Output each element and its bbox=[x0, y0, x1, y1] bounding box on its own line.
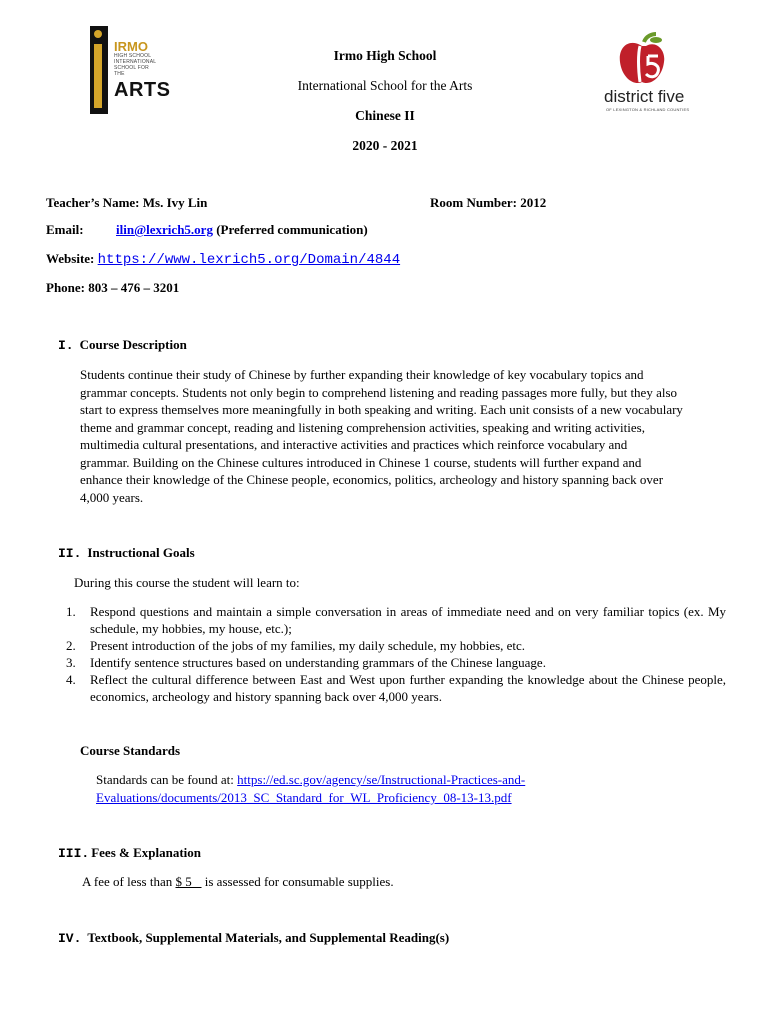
email-line bbox=[116, 222, 368, 238]
phone-number: 803 – 476 – 3201 bbox=[88, 280, 180, 295]
section-title: Textbook, Supplemental Materials, and Supplemental Reading(s) bbox=[87, 930, 450, 945]
phone-label: Phone: bbox=[46, 280, 85, 295]
standards-line-1 bbox=[96, 772, 525, 788]
course-standards-title: Course Standards bbox=[80, 743, 181, 758]
goal-number: 1. bbox=[66, 604, 76, 619]
district-subtitle: OF LEXINGTON & RICHLAND COUNTIES bbox=[606, 107, 690, 112]
section-title: Fees & Explanation bbox=[91, 845, 202, 860]
apple-five-icon bbox=[616, 32, 672, 88]
email-link[interactable]: ilin@lexrich5.org bbox=[116, 222, 213, 237]
website-label: Website: bbox=[46, 251, 95, 266]
course-description-text bbox=[80, 366, 700, 506]
goal-item bbox=[66, 603, 726, 637]
goal-text: Present introduction of the jobs of my families, my daily schedule, my hobbies, etc. bbox=[90, 638, 526, 653]
room-number: 2012 bbox=[520, 195, 547, 210]
teacher-label: Teacher’s Name: bbox=[46, 195, 140, 210]
goal-item bbox=[66, 637, 726, 654]
description-line: 4,000 years. bbox=[80, 489, 144, 505]
section-instructional-goals bbox=[58, 545, 195, 561]
website-link[interactable]: https://www.lexrich5.org/Domain/4844 bbox=[97, 252, 401, 268]
goals-list bbox=[66, 603, 726, 705]
standards-line-2 bbox=[96, 790, 512, 806]
section-title: Instructional Goals bbox=[87, 545, 195, 560]
section-number: II. bbox=[58, 546, 82, 561]
teacher-name: Ms. Ivy Lin bbox=[142, 195, 208, 210]
fee-line bbox=[82, 874, 394, 890]
section-number: III. bbox=[58, 846, 90, 861]
email-label: Email: bbox=[46, 222, 84, 237]
room-line bbox=[430, 195, 546, 211]
fee-amount: $ 5 bbox=[175, 874, 202, 889]
section-fees bbox=[58, 845, 201, 861]
irmo-logo-dot bbox=[94, 30, 102, 38]
irmo-logo-line: INTERNATIONAL bbox=[114, 59, 157, 65]
school-year: 2020 - 2021 bbox=[352, 138, 418, 153]
goal-item bbox=[66, 671, 726, 705]
phone-line bbox=[46, 280, 179, 296]
goal-text: Identify sentence structures based on understanding grammars of the Chinese language. bbox=[90, 655, 546, 670]
description-line: start to express themselves more meaningfully in both speaking and writing. Each unit consists of a new vocabulary bbox=[80, 402, 683, 417]
description-line: grammar concepts. Students not only begin to comprehend listening and reading passages more fully, but they also bbox=[80, 384, 678, 400]
goal-number: 4. bbox=[66, 672, 76, 687]
goals-intro: During this course the student will learn to: bbox=[74, 575, 300, 590]
standards-label: Standards can be found at: bbox=[96, 772, 234, 787]
fee-suffix: is assessed for consumable supplies. bbox=[204, 874, 394, 889]
section-number: I. bbox=[58, 338, 74, 353]
teacher-line bbox=[46, 195, 207, 211]
irmo-logo-word: IRMO bbox=[114, 39, 148, 54]
district-five-logo bbox=[602, 32, 692, 116]
website-line bbox=[46, 251, 400, 268]
room-label: Room Number: bbox=[430, 195, 518, 210]
program-name: International School for the Arts bbox=[297, 78, 473, 93]
description-line: enhance their knowledge of the Chinese people, economics, politics, archeology and history spanning back over bbox=[80, 472, 664, 487]
course-name: Chinese II bbox=[355, 108, 415, 123]
irmo-logo-arts: ARTS bbox=[114, 79, 171, 101]
section-textbook bbox=[58, 930, 449, 946]
description-line: grammar. Building on the Chinese cultures introduced in Chinese 1 course, students will further expand and bbox=[80, 454, 642, 470]
section-number: IV. bbox=[58, 931, 82, 946]
standards-link[interactable]: https://ed.sc.gov/agency/se/Instructional-Practices-and- bbox=[237, 772, 526, 787]
goal-number: 2. bbox=[66, 638, 76, 653]
irmo-logo-line: HIGH SCHOOL bbox=[114, 53, 152, 59]
goal-text: Respond questions and maintain a simple conversation in areas of immediate need and on very familiar topics (ex. My schedule, my hobbies, my house, etc.); bbox=[90, 604, 726, 636]
irmo-logo-stripe bbox=[94, 44, 102, 108]
email-note: (Preferred communication) bbox=[216, 222, 368, 237]
irmo-logo-line: SCHOOL FOR THE bbox=[114, 65, 149, 77]
goal-item bbox=[66, 654, 726, 671]
district-name: district five bbox=[604, 87, 685, 106]
goal-number: 3. bbox=[66, 655, 76, 670]
section-course-description bbox=[58, 337, 187, 353]
section-title: Course Description bbox=[79, 337, 187, 352]
description-line: Students continue their study of Chinese by further expanding their knowledge of key vocabulary topics and bbox=[80, 367, 644, 382]
standards-link-continued[interactable]: Evaluations/documents/2013_SC_Standard_for_WL_Proficiency_08-13-13.pdf bbox=[96, 790, 512, 805]
description-line: theme and grammar concept, reading and listening comprehension activities, speaking and writing activities, bbox=[80, 419, 645, 435]
description-line: multimedia cultural presentations, and interactive activities and practices which reinforce vocabulary and bbox=[80, 437, 628, 452]
irmo-logo-text bbox=[114, 39, 171, 101]
goal-text: Reflect the cultural difference between East and West upon further expanding the knowledge about the Chinese people, economics, archeology and history spanning back over 4,000 years. bbox=[90, 672, 726, 704]
fee-prefix: A fee of less than bbox=[82, 874, 173, 889]
school-name: Irmo High School bbox=[333, 48, 437, 63]
irmo-school-logo bbox=[86, 26, 171, 116]
